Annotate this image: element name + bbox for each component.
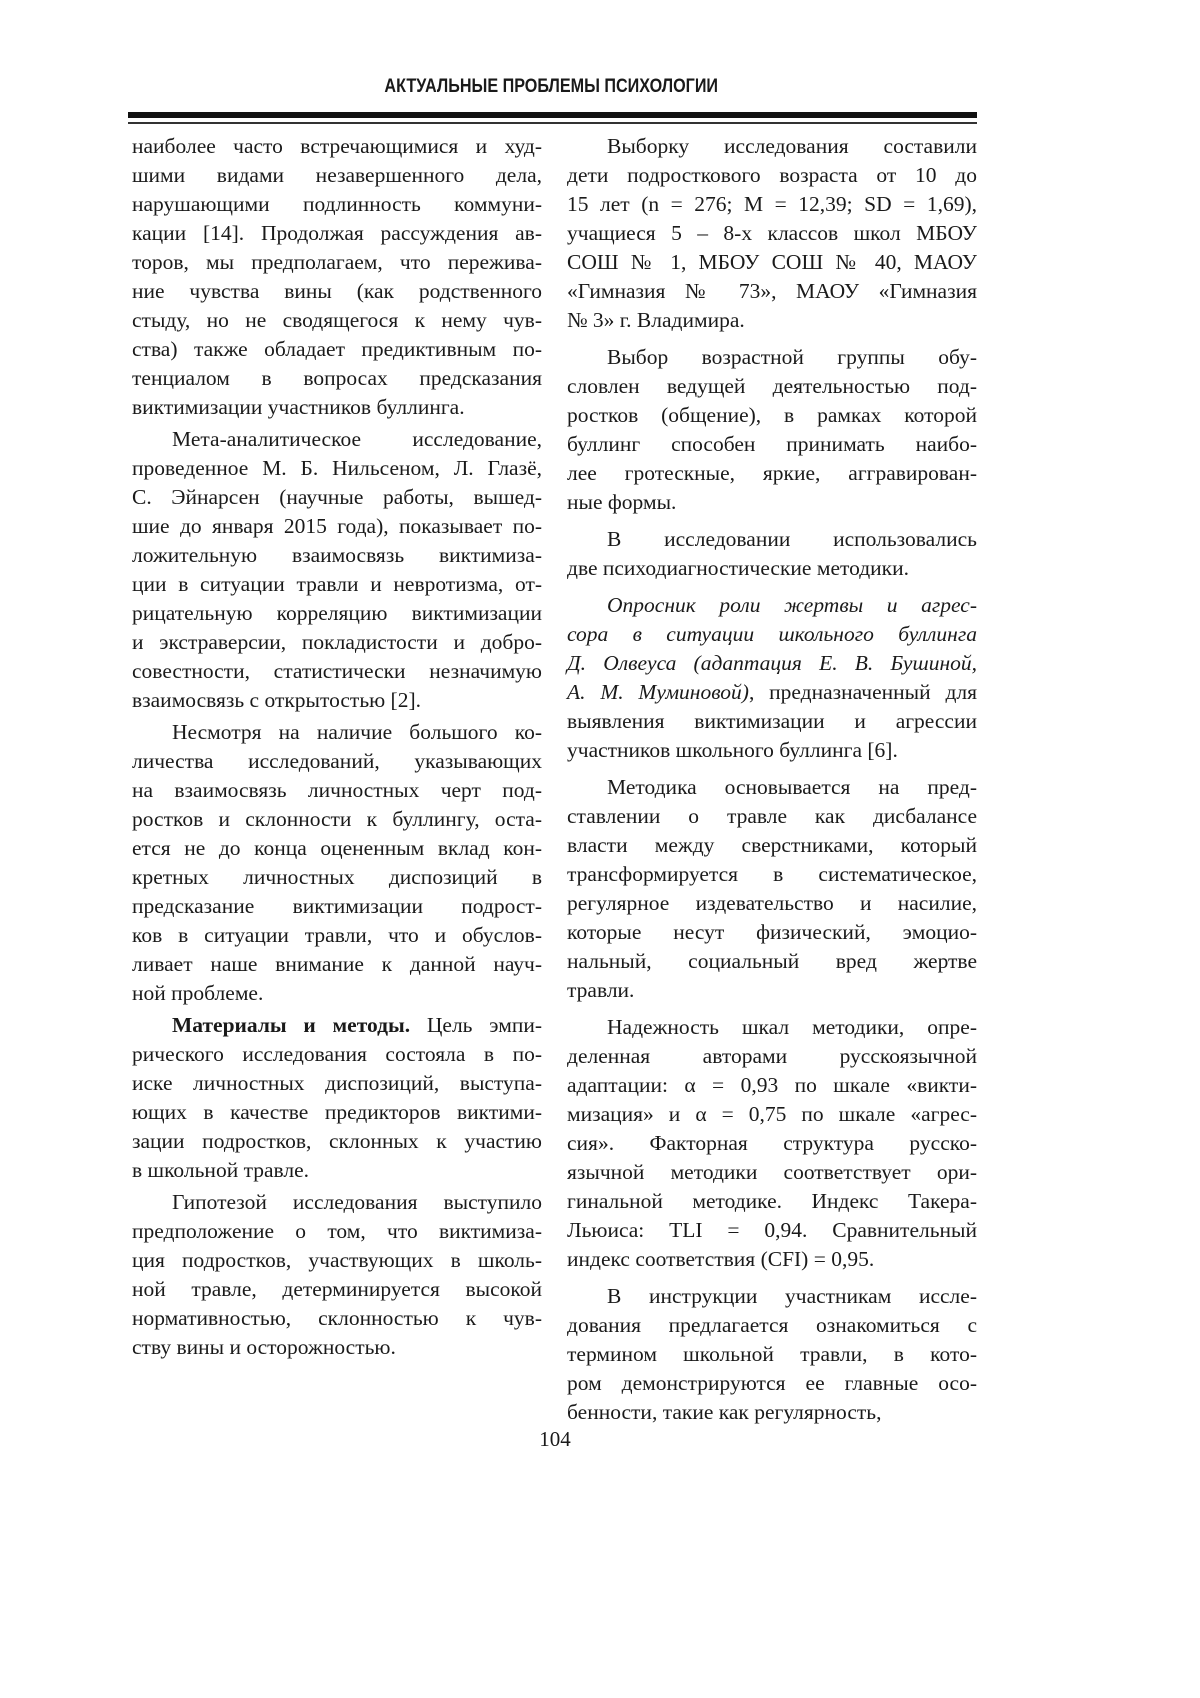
text-line: Выбор возрастной группы обу-: [567, 343, 977, 372]
running-header: [128, 76, 975, 98]
text-line: травли.: [567, 976, 977, 1005]
italic-run: сора в ситуации школьного буллинга: [567, 622, 977, 646]
text-line: на взаимосвязь личностных черт под-: [132, 776, 542, 805]
text-line: ливает наше внимание к данной науч-: [132, 950, 542, 979]
text-line: ции в ситуации травли и невротизма, от-: [132, 570, 542, 599]
text-line: Методика основывается на пред-: [567, 773, 977, 802]
text-line: ростков и склонности к буллингу, оста-: [132, 805, 542, 834]
text-line: ложительную взаимосвязь виктимиза-: [132, 541, 542, 570]
text-line: нарушающими подлинность коммуни-: [132, 190, 542, 219]
journal-title: АКТУАЛЬНЫЕ ПРОБЛЕМЫ ПСИХОЛОГИИ: [385, 76, 719, 98]
text-line: ром демонстрируются ее главные осо-: [567, 1369, 977, 1398]
paragraph: [567, 343, 977, 517]
text-line: предположение о том, что виктимиза-: [132, 1217, 542, 1246]
text-line: Несмотря на наличие большого ко-: [132, 718, 542, 747]
text-line: иске личностных диспозиций, выступа-: [132, 1069, 542, 1098]
text-line: рицательную корреляцию виктимизации: [132, 599, 542, 628]
text-line: стыду, но не сводящегося к нему чув-: [132, 306, 542, 335]
paragraph: [567, 1013, 977, 1274]
text-line: зации подростков, склонных к участию: [132, 1127, 542, 1156]
text-line: Выборку исследования составили: [567, 132, 977, 161]
text-line: ставлении о травле как дисбалансе: [567, 802, 977, 831]
text-line: лее гротескные, яркие, аггравирован-: [567, 459, 977, 488]
header-rule-thick: [128, 112, 977, 118]
text-line: регулярное издевательство и насилие,: [567, 889, 977, 918]
text-line: кретных личностных диспозиций в: [132, 863, 542, 892]
paragraph: [567, 773, 977, 1005]
text-line: предсказание виктимизации подрост-: [132, 892, 542, 921]
text-line: власти между сверстниками, который: [567, 831, 977, 860]
text-line: учащиеся 5 – 8-х классов школ МБОУ: [567, 219, 977, 248]
text-line: [567, 649, 977, 678]
text-line: которые несут физический, эмоцио-: [567, 918, 977, 947]
italic-run: Опросник роли жертвы и агрес-: [607, 593, 977, 617]
text-line: нормативностью, склонностью к чув-: [132, 1304, 542, 1333]
text-line: № 3» г. Владимира.: [567, 306, 977, 335]
text-line: буллинг способен принимать наибо-: [567, 430, 977, 459]
text-line: участников школьного буллинга [6].: [567, 736, 977, 765]
text-line: В инструкции участникам иссле-: [567, 1282, 977, 1311]
text-line: Льюиса: TLI = 0,94. Сравнительный: [567, 1216, 977, 1245]
text-line: [567, 591, 977, 620]
paragraph: [567, 132, 977, 335]
text-line: ные формы.: [567, 488, 977, 517]
text-line: дети подросткового возраста от 10 до: [567, 161, 977, 190]
text-line: бенности, такие как регулярность,: [567, 1398, 977, 1427]
text-line: Гипотезой исследования выступило: [132, 1188, 542, 1217]
text-line: мизация» и α = 0,75 по шкале «агрес-: [567, 1100, 977, 1129]
paragraph: [567, 525, 977, 583]
text-line: ющих в качестве предикторов виктими-: [132, 1098, 542, 1127]
text-line: совестности, статистически незначимую: [132, 657, 542, 686]
text-line: [132, 1011, 542, 1040]
paragraph: [132, 718, 542, 1008]
text-line: СОШ № 1, МБОУ СОШ № 40, МАОУ: [567, 248, 977, 277]
text-line: словлен ведущей деятельностью под-: [567, 372, 977, 401]
text-line: проведенное М. Б. Нильсеном, Л. Глазё,: [132, 454, 542, 483]
text-run: , предназначенный для: [749, 680, 977, 704]
text-line: [567, 678, 977, 707]
text-line: Мета-аналитическое исследование,: [132, 425, 542, 454]
text-line: термином школьной травли, в кото-: [567, 1340, 977, 1369]
text-line: язычной методики соответствует ори-: [567, 1158, 977, 1187]
text-line: шие до января 2015 года), показывает по-: [132, 512, 542, 541]
text-line: дования предлагается ознакомиться с: [567, 1311, 977, 1340]
text-line: кации [14]. Продолжая рассуждения ав-: [132, 219, 542, 248]
right-column: [567, 132, 977, 1435]
text-line: нальный, социальный вред жертве: [567, 947, 977, 976]
text-line: С. Эйнарсен (научные работы, вышед-: [132, 483, 542, 512]
paragraph: [132, 425, 542, 715]
text-line: адаптации: α = 0,93 по шкале «викти-: [567, 1071, 977, 1100]
text-line: «Гимназия № 73», МАОУ «Гимназия: [567, 277, 977, 306]
bold-run: Материалы и методы.: [172, 1013, 410, 1037]
left-column: [132, 132, 542, 1365]
italic-run: А. М. Муминовой): [567, 680, 749, 704]
text-line: и экстраверсии, покладистости и добро-: [132, 628, 542, 657]
text-line: ков в ситуации травли, что и обуслов-: [132, 921, 542, 950]
paragraph: [567, 1282, 977, 1427]
page-number: 104: [0, 1427, 1110, 1452]
paragraph: [132, 1188, 542, 1362]
paragraph: [132, 132, 542, 422]
text-line: ростков (общение), в рамках которой: [567, 401, 977, 430]
text-line: ной проблеме.: [132, 979, 542, 1008]
text-line: сия». Факторная структура русско-: [567, 1129, 977, 1158]
text-run: Цель эмпи-: [410, 1013, 542, 1037]
text-line: ние чувства вины (как родственного: [132, 277, 542, 306]
text-line: ной травле, детерминируется высокой: [132, 1275, 542, 1304]
text-line: ству вины и осторожностью.: [132, 1333, 542, 1362]
text-line: наиболее часто встречающимися и худ-: [132, 132, 542, 161]
text-line: индекс соответствия (CFI) = 0,95.: [567, 1245, 977, 1274]
italic-run: Д. Олвеуса (адаптация Е. В. Бушиной,: [567, 651, 977, 675]
paragraph: [132, 1011, 542, 1185]
paragraph: [567, 591, 977, 765]
text-line: ется не до конца оцененным вклад кон-: [132, 834, 542, 863]
text-line: шими видами незавершенного дела,: [132, 161, 542, 190]
text-line: гинальной методике. Индекс Такера-: [567, 1187, 977, 1216]
text-line: [567, 620, 977, 649]
text-line: взаимосвязь с открытостью [2].: [132, 686, 542, 715]
header-rule-thin: [128, 122, 977, 124]
text-line: трансформируется в систематическое,: [567, 860, 977, 889]
text-line: виктимизации участников буллинга.: [132, 393, 542, 422]
text-line: выявления виктимизации и агрессии: [567, 707, 977, 736]
text-line: Надежность шкал методики, опре-: [567, 1013, 977, 1042]
text-line: ция подростков, участвующих в школь-: [132, 1246, 542, 1275]
text-line: ства) также обладает предиктивным по-: [132, 335, 542, 364]
text-line: две психодиагностические методики.: [567, 554, 977, 583]
text-line: В исследовании использовались: [567, 525, 977, 554]
text-line: 15 лет (n = 276; M = 12,39; SD = 1,69),: [567, 190, 977, 219]
text-line: в школьной травле.: [132, 1156, 542, 1185]
text-line: тенциалом в вопросах предсказания: [132, 364, 542, 393]
text-line: торов, мы предполагаем, что пережива-: [132, 248, 542, 277]
text-line: деленная авторами русскоязычной: [567, 1042, 977, 1071]
text-line: личества исследований, указывающих: [132, 747, 542, 776]
text-line: рического исследования состояла в по-: [132, 1040, 542, 1069]
